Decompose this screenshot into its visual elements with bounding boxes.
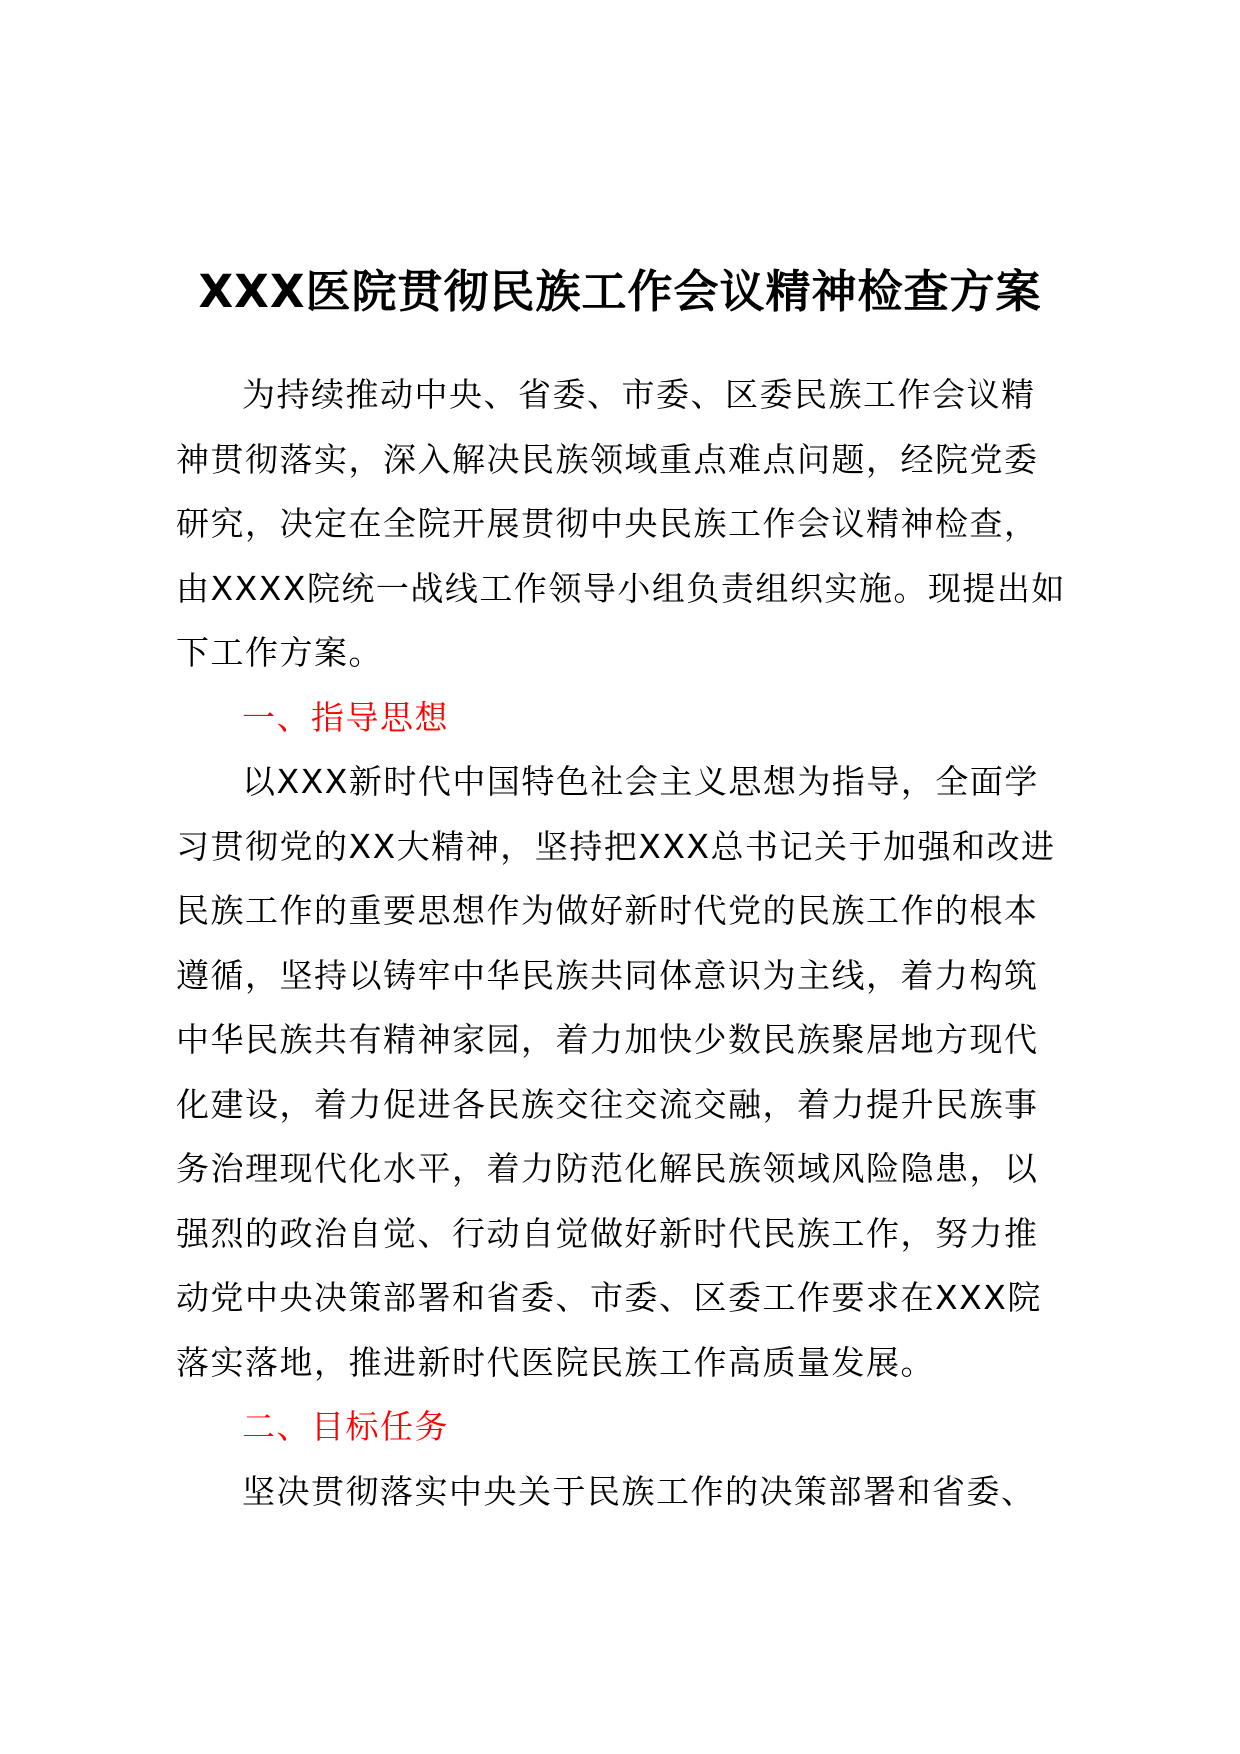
paragraph-1-line-4: 由XXXX院统一战线工作领导小组负责组织实施。现提出如 bbox=[176, 569, 1066, 608]
paragraph-1-line-2: 神贯彻落实，深入解决民族领域重点难点问题，经院党委 bbox=[176, 440, 1039, 479]
paragraph-1-line-1: 为持续推动中央、省委、市委、区委民族工作会议精 bbox=[242, 375, 1036, 414]
document-title: XXX医院贯彻民族工作会议精神检查方案 bbox=[198, 265, 1042, 318]
paragraph-2-line-8: 强烈的政治自觉、行动自觉做好新时代民族工作，努力推 bbox=[176, 1214, 1039, 1253]
paragraph-2-line-6: 化建设，着力促进各民族交往交流交融，着力提升民族事 bbox=[176, 1085, 1039, 1124]
paragraph-3-line-1: 坚决贯彻落实中央关于民族工作的决策部署和省委、 bbox=[242, 1472, 1036, 1511]
paragraph-2-line-9: 动党中央决策部署和省委、市委、区委工作要求在XXX院 bbox=[176, 1278, 1042, 1317]
paragraph-2-line-5: 中华民族共有精神家园，着力加快少数民族聚居地方现代 bbox=[176, 1020, 1039, 1059]
paragraph-2-line-4: 遵循，坚持以铸牢中华民族共同体意识为主线，着力构筑 bbox=[176, 956, 1039, 995]
paragraph-2-line-2: 习贯彻党的XX大精神，坚持把XXX总书记关于加强和改进 bbox=[176, 827, 1056, 866]
section-heading-goals-tasks: 二、目标任务 bbox=[242, 1407, 449, 1446]
paragraph-2-line-1: 以XXX新时代中国特色社会主义思想为指导，全面学 bbox=[242, 762, 1039, 801]
section-heading-guiding-ideology: 一、指导思想 bbox=[242, 698, 449, 737]
paragraph-2-line-3: 民族工作的重要思想作为做好新时代党的民族工作的根本 bbox=[176, 891, 1039, 930]
paragraph-2-line-7: 务治理现代化水平，着力防范化解民族领域风险隐患，以 bbox=[176, 1149, 1039, 1188]
paragraph-2-line-10: 落实落地，推进新时代医院民族工作高质量发展。 bbox=[176, 1343, 935, 1382]
paragraph-1-line-3: 研究，决定在全院开展贯彻中央民族工作会议精神检查， bbox=[176, 504, 1039, 543]
paragraph-1-line-5: 下工作方案。 bbox=[176, 633, 383, 672]
